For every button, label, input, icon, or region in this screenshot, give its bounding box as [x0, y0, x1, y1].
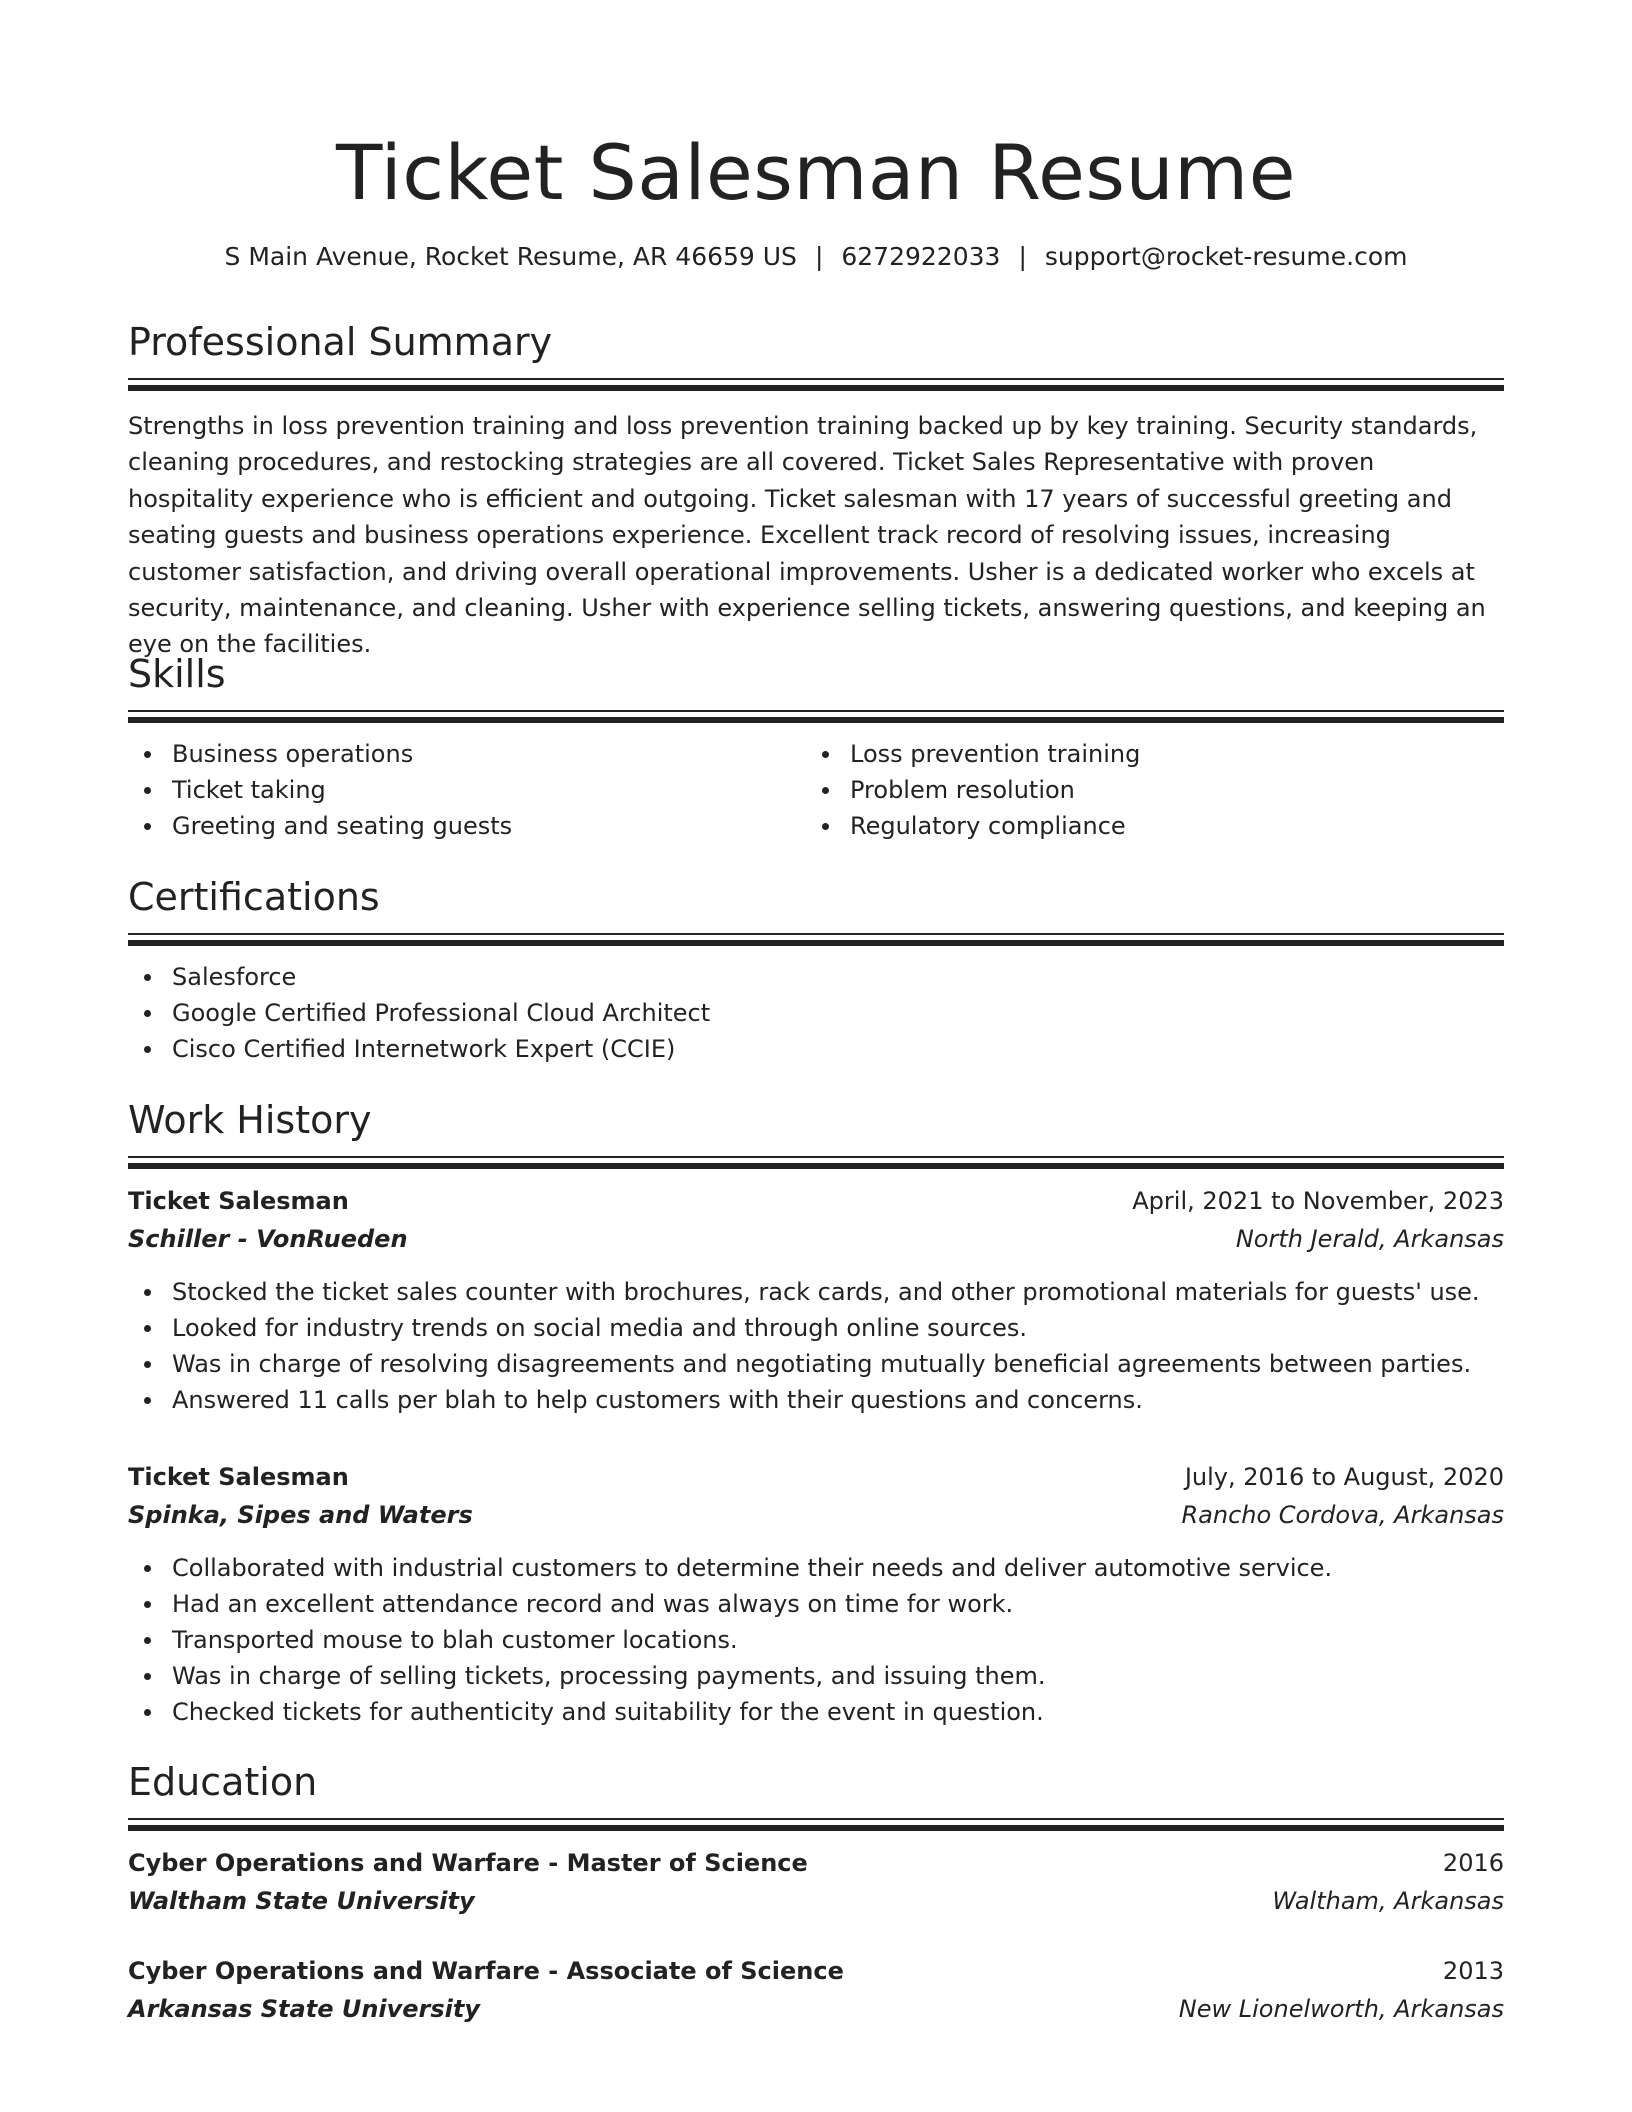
- certifications-list: [128, 959, 1504, 1067]
- bullet-icon: [144, 1397, 151, 1404]
- section-divider: [128, 710, 1504, 722]
- job-header-row: [128, 1182, 1504, 1220]
- bullet-icon: [822, 787, 829, 794]
- job-bullets: [128, 1550, 1504, 1730]
- graduation-year: 2013: [1442, 1957, 1504, 1985]
- school-name: Arkansas State University: [128, 1995, 481, 2023]
- bullet-icon: [144, 1565, 151, 1572]
- section-heading: Professional Summary: [128, 320, 553, 364]
- skills-grid: [128, 736, 1504, 844]
- bullet-icon: [822, 751, 829, 758]
- job-bullets: [128, 1274, 1504, 1418]
- bullet-icon: [144, 1637, 151, 1644]
- job-company-row: [128, 1220, 1504, 1258]
- skills-right-column: [806, 736, 1484, 844]
- section-heading: Certifications: [128, 875, 380, 919]
- bullet-icon: [144, 751, 151, 758]
- education-entry: [128, 1844, 1504, 1920]
- bullet-icon: [144, 823, 151, 830]
- bullet-icon: [822, 823, 829, 830]
- job-entry: [128, 1182, 1504, 1418]
- section-divider: [128, 933, 1504, 945]
- job-company: Spinka, Sipes and Waters: [128, 1501, 473, 1529]
- professional-summary-section: [128, 318, 1504, 687]
- education-school-row: [128, 1882, 1504, 1920]
- bullet-icon: [144, 1325, 151, 1332]
- job-dates: April, 2021 to November, 2023: [1132, 1187, 1504, 1215]
- skills-left-column: [128, 736, 806, 844]
- bullet-icon: [144, 787, 151, 794]
- certification-item: Salesforce: [128, 959, 1504, 995]
- job-location: North Jerald, Arkansas: [1235, 1225, 1504, 1253]
- contact-line: [128, 240, 1504, 274]
- section-divider: [128, 378, 1504, 390]
- job-bullet: Had an excellent attendance record and was always on time for work.: [128, 1586, 1504, 1622]
- section-heading: Education: [128, 1760, 318, 1804]
- section-heading: Skills: [128, 652, 226, 696]
- degree-title: Cyber Operations and Warfare - Master of Science: [128, 1849, 808, 1877]
- contact-email: support@rocket-resume.com: [1044, 242, 1408, 271]
- job-header-row: [128, 1458, 1504, 1496]
- degree-title: Cyber Operations and Warfare - Associate of Science: [128, 1957, 844, 1985]
- skill-item: Loss prevention training: [806, 736, 1484, 772]
- job-bullet: Was in charge of resolving disagreements and negotiating mutually beneficial agreements between parties.: [128, 1346, 1504, 1382]
- certification-item: Cisco Certified Internetwork Expert (CCIE): [128, 1031, 1504, 1067]
- bullet-icon: [144, 1046, 151, 1053]
- job-title: Ticket Salesman: [128, 1187, 349, 1215]
- education-header-row: [128, 1952, 1504, 1990]
- bullet-icon: [144, 974, 151, 981]
- certification-item: Google Certified Professional Cloud Architect: [128, 995, 1504, 1031]
- job-company-row: [128, 1496, 1504, 1534]
- job-bullet: Checked tickets for authenticity and suitability for the event in question.: [128, 1694, 1504, 1730]
- education-section: [128, 1758, 1504, 2028]
- skill-item: Ticket taking: [128, 772, 806, 808]
- bullet-icon: [144, 1361, 151, 1368]
- job-bullet: Collaborated with industrial customers to determine their needs and deliver automotive service.: [128, 1550, 1504, 1586]
- skill-item: Business operations: [128, 736, 806, 772]
- bullet-icon: [144, 1673, 151, 1680]
- skills-section: [128, 650, 1504, 844]
- bullet-icon: [144, 1601, 151, 1608]
- job-company: Schiller - VonRueden: [128, 1225, 408, 1253]
- bullet-icon: [144, 1709, 151, 1716]
- summary-text: Strengths in loss prevention training and loss prevention training backed up by key training. Security standards, cleaning procedures, and restocking strategies are all covered. Ticket Sales Representative with proven hospitality experience who is efficient and outgoing. Ticket salesman with 17 years of successful greeting and seating guests and business operations experience. Excellent track record of resolving issues, increasing customer satisfaction, and driving overall operational improvements. Usher is a dedicated worker who excels at security, maintenance, and cleaning. Usher with experience selling tickets, answering questions, and keeping an eye on the facilities.: [128, 412, 1486, 659]
- job-dates: July, 2016 to August, 2020: [1184, 1463, 1504, 1491]
- contact-phone: 6272922033: [841, 242, 1001, 271]
- education-school-row: [128, 1990, 1504, 2028]
- job-bullet: Transported mouse to blah customer locations.: [128, 1622, 1504, 1658]
- job-bullet: Answered 11 calls per blah to help customers with their questions and concerns.: [128, 1382, 1504, 1418]
- skill-item: Greeting and seating guests: [128, 808, 806, 844]
- school-location: Waltham, Arkansas: [1272, 1887, 1504, 1915]
- education-header-row: [128, 1844, 1504, 1882]
- section-divider: [128, 1156, 1504, 1168]
- contact-separator: |: [1018, 242, 1027, 271]
- school-name: Waltham State University: [128, 1887, 475, 1915]
- bullet-icon: [144, 1289, 151, 1296]
- work-history-section: [128, 1096, 1504, 1730]
- job-entry: [128, 1458, 1504, 1730]
- skill-item: Problem resolution: [806, 772, 1484, 808]
- certifications-section: [128, 873, 1504, 1067]
- contact-separator: |: [814, 242, 824, 271]
- section-heading: Work History: [128, 1098, 372, 1142]
- job-title: Ticket Salesman: [128, 1463, 349, 1491]
- section-divider: [128, 1818, 1504, 1830]
- job-location: Rancho Cordova, Arkansas: [1181, 1501, 1504, 1529]
- school-location: New Lionelworth, Arkansas: [1178, 1995, 1504, 2023]
- job-bullet: Stocked the ticket sales counter with brochures, rack cards, and other promotional materials for guests' use.: [128, 1274, 1504, 1310]
- resume-page: [128, 0, 1504, 2023]
- education-entry: [128, 1952, 1504, 2028]
- resume-title: Ticket Salesman Resume: [336, 128, 1296, 217]
- bullet-icon: [144, 1010, 151, 1017]
- contact-address: S Main Avenue, Rocket Resume, AR 46659 US: [224, 242, 797, 271]
- graduation-year: 2016: [1442, 1849, 1504, 1877]
- job-bullet: Was in charge of selling tickets, processing payments, and issuing them.: [128, 1658, 1504, 1694]
- job-bullet: Looked for industry trends on social media and through online sources.: [128, 1310, 1504, 1346]
- skill-item: Regulatory compliance: [806, 808, 1484, 844]
